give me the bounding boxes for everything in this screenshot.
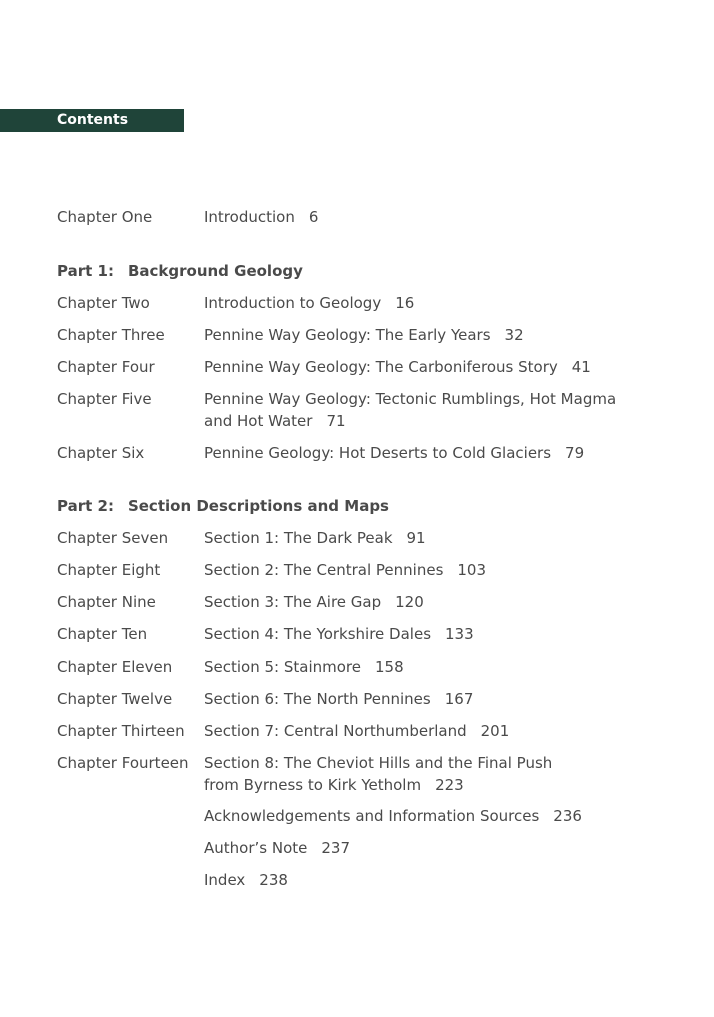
entry-title: Section 7: Central Northumberland <box>204 722 467 740</box>
toc-entry[interactable] <box>204 206 318 228</box>
toc-entry[interactable] <box>204 720 509 742</box>
toc-entry[interactable] <box>204 688 473 710</box>
toc-entry[interactable] <box>204 527 426 549</box>
entry-title: Pennine Way Geology: The Carboniferous Story <box>204 358 558 376</box>
contents-banner <box>0 109 184 132</box>
entry-title-line2: and Hot Water <box>204 412 313 430</box>
page-number: 120 <box>395 593 424 611</box>
chapter-label: Chapter Five <box>57 390 152 408</box>
page-number: 238 <box>259 871 288 889</box>
entry-title: Section 4: The Yorkshire Dales <box>204 625 432 643</box>
chapter-label: Chapter Eight <box>57 561 161 579</box>
toc-entry[interactable] <box>204 442 584 464</box>
entry-title: Section 2: The Central Pennines <box>204 561 444 579</box>
entry-title: Pennine Geology: Hot Deserts to Cold Glaciers <box>204 444 552 462</box>
page-number: 41 <box>571 358 591 376</box>
toc-entry[interactable] <box>204 656 404 678</box>
part-name: Background Geology <box>127 262 303 280</box>
entry-title: Author’s Note <box>204 839 308 857</box>
page-number: 79 <box>565 444 585 462</box>
page-number: 91 <box>406 529 426 547</box>
page-number: 237 <box>321 839 350 857</box>
contents-title: Contents <box>57 112 129 128</box>
entry-title: Section 1: The Dark Peak <box>204 529 393 547</box>
chapter-label: Chapter Six <box>57 444 145 462</box>
page-number: 6 <box>308 208 319 226</box>
chapter-label: Chapter Nine <box>57 593 156 611</box>
toc-entry[interactable] <box>204 591 424 613</box>
part-heading <box>57 260 303 282</box>
part-label: Part 2: <box>57 497 114 515</box>
chapter-label: Chapter Eleven <box>57 658 173 676</box>
toc-entry[interactable] <box>204 559 486 581</box>
page-number: 133 <box>445 625 474 643</box>
page-number: 236 <box>553 807 582 825</box>
entry-title-line2: from Byrness to Kirk Yetholm <box>204 776 422 794</box>
page-number: 223 <box>435 776 464 794</box>
page-number: 32 <box>504 326 524 344</box>
entry-title: Index <box>204 871 246 889</box>
entry-title: Introduction to Geology <box>204 294 382 312</box>
page-number: 71 <box>326 412 346 430</box>
entry-title-line1: Section 8: The Cheviot Hills and the Final Push <box>204 754 553 772</box>
part-name: Section Descriptions and Maps <box>127 497 389 515</box>
chapter-label: Chapter Thirteen <box>57 722 185 740</box>
page-number: 16 <box>395 294 415 312</box>
chapter-label: Chapter Four <box>57 358 155 376</box>
toc-entry[interactable] <box>204 869 288 891</box>
toc-entry[interactable] <box>204 324 524 346</box>
entry-title: Introduction <box>204 208 295 226</box>
entry-title: Section 6: The North Pennines <box>204 690 431 708</box>
part-heading <box>57 495 389 517</box>
toc-entry[interactable] <box>204 837 350 859</box>
chapter-label: Chapter Two <box>57 294 150 312</box>
part-label: Part 1: <box>57 262 114 280</box>
entry-title-line1: Pennine Way Geology: Tectonic Rumblings, Hot Magma <box>204 390 617 408</box>
toc-entry[interactable] <box>204 388 616 432</box>
chapter-label: Chapter One <box>57 208 153 226</box>
page-number: 167 <box>444 690 474 708</box>
toc-entry[interactable] <box>204 292 414 314</box>
toc-entry[interactable] <box>204 356 591 378</box>
toc-entry[interactable] <box>204 752 552 796</box>
chapter-label: Chapter Twelve <box>57 690 173 708</box>
page-number: 158 <box>375 658 404 676</box>
toc-entry[interactable] <box>204 805 582 827</box>
entry-title: Acknowledgements and Information Sources <box>204 807 540 825</box>
chapter-label: Chapter Three <box>57 326 165 344</box>
entry-title: Pennine Way Geology: The Early Years <box>204 326 491 344</box>
chapter-label: Chapter Fourteen <box>57 754 189 772</box>
page-number: 201 <box>480 722 510 740</box>
chapter-label: Chapter Ten <box>57 625 148 643</box>
entry-title: Section 5: Stainmore <box>204 658 361 676</box>
entry-title: Section 3: The Aire Gap <box>204 593 382 611</box>
chapter-label: Chapter Seven <box>57 529 169 547</box>
toc-entry[interactable] <box>204 623 474 645</box>
page-number: 103 <box>457 561 487 579</box>
